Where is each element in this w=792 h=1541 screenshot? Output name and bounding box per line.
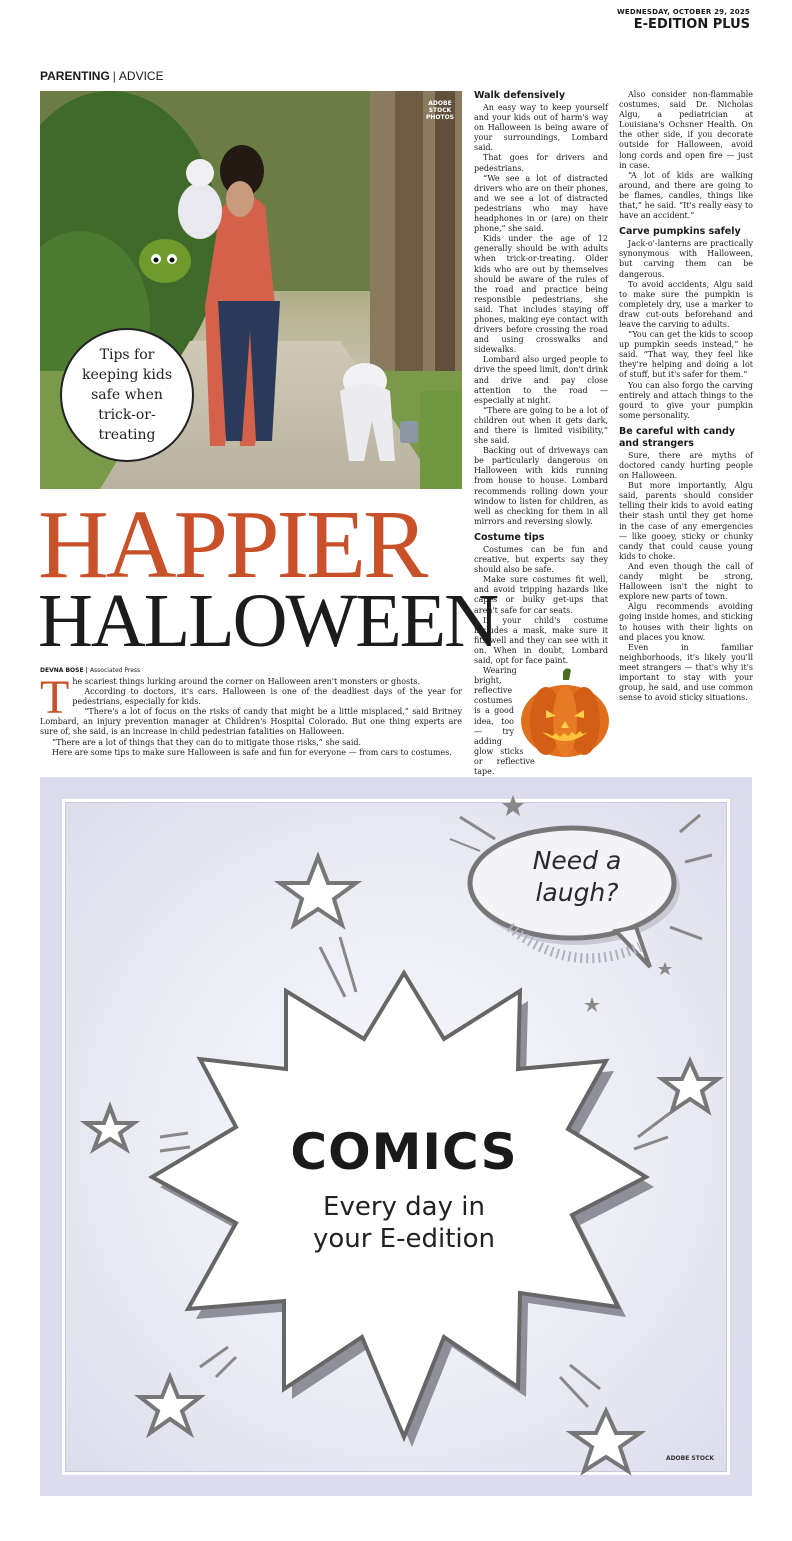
body-paragraph: Backing out of driveways can be particularly dangerous on Halloween with kids running from house to house. Lombard recommends rolling down your window to listen for children, as well as checking for them in all mirrors and reversing slowly. [474,446,608,526]
body-paragraph: And even though the call of candy might be strong, Halloween isn't the night to explore new parts of town. [619,561,753,602]
comics-subtitle: Every day in your E-edition [312,1192,496,1254]
body-paragraph: “There are going to be a lot of children out when it gets dark, and there is limited visibility,” she said. [474,405,608,446]
body-paragraph: Make sure costumes fit well, and avoid tripping hazards like capes or bulky get-ups that aren't safe for car seats. [474,575,608,615]
body-paragraph: “We see a lot of distracted drivers who are on their phones, and we see a lot of distracted pedestrians who may have headphones in or (are) on their phone,” she said. [474,173,608,234]
article-column-2 [619,90,753,735]
tips-callout: Tips for keeping kids safe when trick-or-treating [60,328,194,462]
headline-happier: HAPPIER [38,491,426,599]
subhead-carve-pumpkins: Carve pumpkins safely [619,226,741,238]
masthead [617,8,750,32]
body-paragraph: Jack-o'-lanterns are practically synonymous with Halloween, but carving them can be dangerous. [619,239,753,279]
byline: DEVNA BOSE | Associated Press [40,667,141,674]
subhead-candy-strangers: Be careful with candy and strangers [619,425,736,449]
body-paragraph: An easy way to keep yourself and your kids out of harm's way on Halloween is being aware of your surroundings, Lombard said. [474,103,608,153]
comics-title: COMICS [290,1123,518,1181]
body-paragraph: “You can get the kids to scoop up pumpkin seeds instead,” he said. “That way, they feel like they're helping and doing a lot of stuff, but it's safer for them.” [619,330,753,380]
speech-bubble-text: Need a laugh? [532,846,622,907]
body-paragraph: If your child's costume includes a mask, make sure it fits well and they can see with it on. When in doubt, Lombard said, opt for face paint. [474,615,608,665]
subhead-walk-defensively: Walk defensively [474,90,566,101]
body-paragraph: Wearing bright, reflective costumes is a good idea, too — try adding glow sticks or reflective tape. [474,666,535,776]
body-paragraph: Also consider non-flammable costumes, said Dr. Nicholas Algu, a pediatrician at Louisiana's Ochsner Health. On the other side, if you decorate outside for Halloween, avoid long cords and open fire — just in case. [619,90,753,170]
section-name: PARENTING [40,69,110,83]
body-paragraph: That goes for drivers and pedestrians. [474,153,608,173]
body-paragraph: Algu recommends avoiding going inside homes, and sticking to houses with their lights on and places you know. [619,602,753,642]
lede-paragraph: Here are some tips to make sure Halloween is safe and fun for everyone — from cars to costumes. [52,747,452,757]
comics-promo[interactable] [40,777,752,1496]
article-lede [40,671,462,758]
byline-author: DEVNA BOSE [40,667,84,674]
issue-date: WEDNESDAY, OCTOBER 29, 2025 [616,8,750,16]
body-paragraph: Even in familiar neighborhoods, it's likely you'll meet strangers — that's why it's important to stay with your group, he said, and use common sense to avoid sticky situations. [619,642,753,703]
body-paragraph: But more importantly, Algu said, parents should consider telling their kids to avoid eating their stash until they get home in the case of any emergencies — like gooey, sticky or chunky candy that could cause young kids to choke. [619,481,753,561]
byline-org: Associated Press [89,667,141,674]
photo-credit: ADOBE STOCK PHOTOS [425,100,454,121]
body-paragraph: Costumes can be fun and creative, but experts say they should also be safe. [474,544,608,575]
pumpkin-wrap-spacer [539,643,581,735]
hero-photo [40,91,462,489]
body-paragraph: “A lot of kids are walking around, and there are going to be flames, candles, things like that,” he said. “It's really easy to have an accident.” [619,170,753,221]
headline-halloween: HALLOWEEN [38,579,497,663]
lede-paragraph: “There are a lot of things that they can do to mitigate those risks,” she said. [52,737,362,747]
body-paragraph: Sure, there are myths of doctored candy hurting people on Halloween. [619,450,753,481]
edition-name: E-EDITION PLUS [633,17,750,32]
lede-paragraph: According to doctors, it's cars. Halloween is one of the deadliest days of the year for pedestrians, especially for kids. [72,687,462,707]
body-paragraph: Lombard also urged people to drive the speed limit, don't drink and drive and pay close attention to the road — especially at night. [474,355,608,405]
comics-credit: ADOBE STOCK [665,1455,714,1462]
lede-paragraph: he scariest things lurking around the corner on Halloween aren't monsters or ghosts. [72,677,421,686]
section-sub: ADVICE [118,69,164,83]
subhead-costume-tips: Costume tips [474,531,545,543]
body-paragraph: Kids under the age of 12 generally should be with adults when trick-or-treating. Older kids who are out by themselves should be aware of the rules of the road and practice being responsible pedestrians, she said. That includes staying off phones, making eye contact with drivers before crossing the road and using crosswalks and sidewalks. [474,234,608,355]
lede-paragraph: “There's a lot of focus on the risks of candy that might be a little misplaced,” said Britney Lombard, an injury prevention manager at Children's Hospital Colorado. But one thing experts are sure of, she said, is an increase in child pedestrian fatalities on Halloween. [40,707,462,737]
body-paragraph: To avoid accidents, Algu said to make sure the pumpkin is completely dry, use a marker to draw cut-outs beforehand and leave the carving to adults. [619,279,753,329]
body-paragraph: You can also forgo the carving entirely and attach things to the gourd to give your pumpkin some personality. [619,380,753,420]
section-label: PARENTING | ADVICE [40,69,164,83]
drop-cap: T [40,671,70,724]
